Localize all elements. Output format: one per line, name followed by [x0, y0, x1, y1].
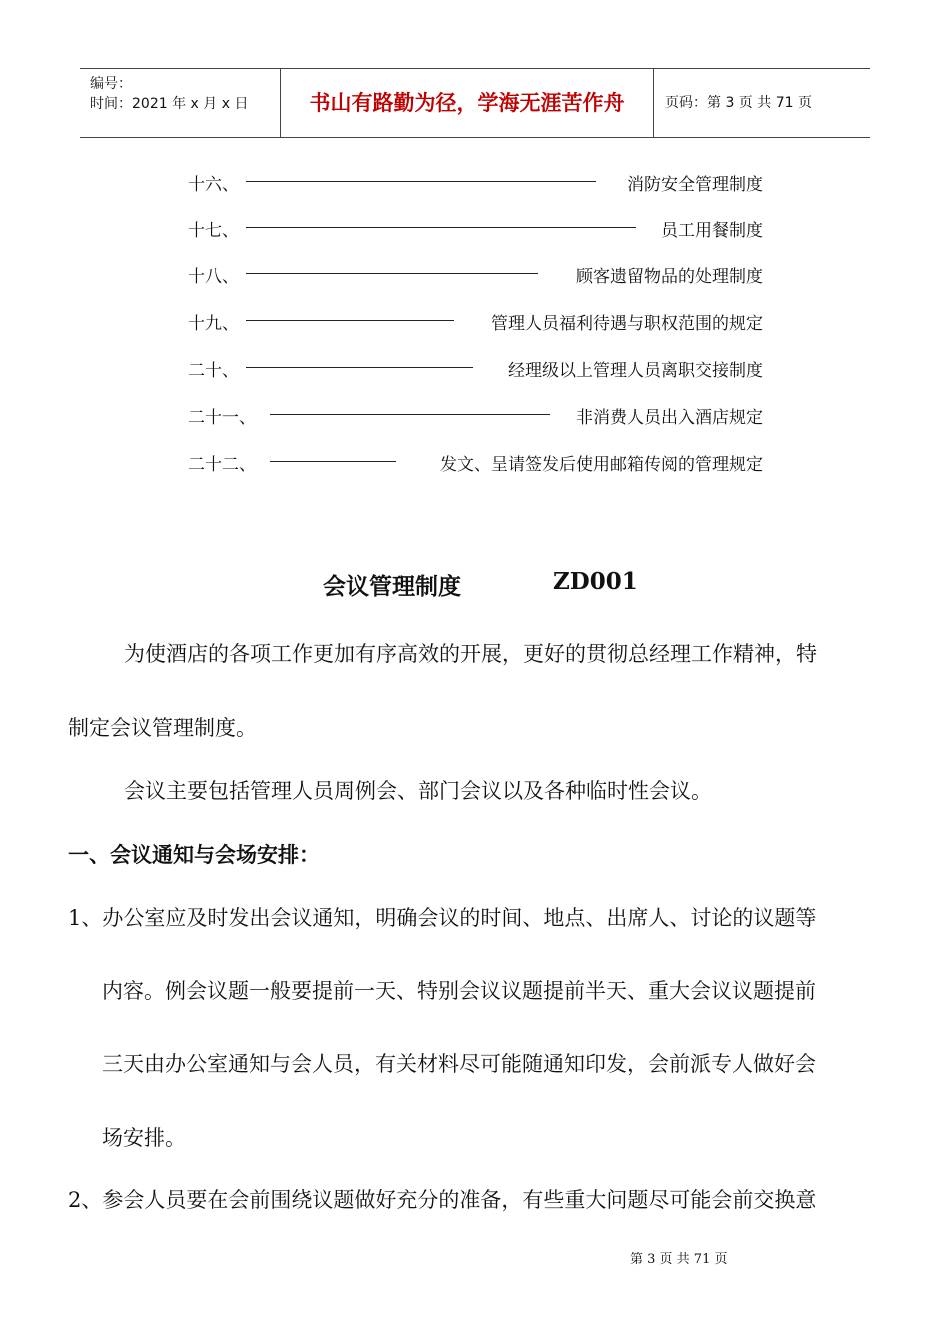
toc-entry	[188, 403, 763, 427]
list-item-line: 内容。例会议题一般要提前一天、特别会议议题提前半天、重大会议议题提前	[102, 979, 816, 1003]
toc-leader	[270, 461, 396, 462]
header-meta-cell	[80, 69, 281, 137]
toc-title: 非消费人员出入酒店规定	[576, 408, 763, 428]
paragraph-line: 制定会议管理制度。	[68, 716, 257, 740]
subsection-heading: 一、会议通知与会场安排：	[68, 842, 320, 867]
toc-leader	[246, 320, 454, 321]
toc-entry	[188, 262, 763, 286]
toc-title: 顾客遗留物品的处理制度	[576, 267, 763, 287]
toc-title: 发文、呈请签发后使用邮箱传阅的管理规定	[440, 455, 763, 475]
header-motto: 书山有路勤为径，学海无涯苦作舟	[281, 69, 654, 137]
section-title: 会议管理制度	[323, 573, 461, 600]
toc-entry	[188, 216, 763, 240]
list-item-line: 2、参会人员要在会前围绕议题做好充分的准备，有些重大问题尽可能会前交换意	[68, 1188, 817, 1212]
list-item-line: 场安排。	[102, 1126, 186, 1150]
header-page-info: 页码：第 3 页 共 71 页	[665, 95, 812, 111]
toc-number: 十七、	[188, 221, 239, 241]
paragraph-line: 为使酒店的各项工作更加有序高效的开展，更好的贯彻总经理工作精神，特	[124, 642, 817, 666]
toc-title: 员工用餐制度	[661, 221, 763, 241]
list-item-line: 三天由办公室通知与会人员，有关材料尽可能随通知印发，会前派专人做好会	[102, 1052, 816, 1076]
toc-entry	[188, 450, 763, 474]
toc-leader	[246, 273, 538, 274]
toc-number: 十六、	[188, 175, 239, 195]
toc-number: 二十一、	[188, 408, 256, 428]
toc-number: 十九、	[188, 314, 239, 334]
toc-entry	[188, 356, 763, 380]
toc-number: 十八、	[188, 267, 239, 287]
toc-number: 二十、	[188, 361, 239, 381]
toc-entry	[188, 170, 763, 194]
toc-title: 管理人员福利待遇与职权范围的规定	[491, 314, 763, 334]
toc-entry	[188, 309, 763, 333]
toc-title: 消防安全管理制度	[627, 175, 763, 195]
document-number-label: 编号：	[90, 76, 132, 92]
toc-leader	[246, 367, 473, 368]
document-time-label: 时间：2021 年 x 月 x 日	[90, 96, 249, 112]
toc-leader	[270, 414, 550, 415]
toc-number: 二十二、	[188, 455, 256, 475]
toc-leader	[246, 181, 596, 182]
page-header	[80, 68, 870, 138]
section-code: ZD001	[553, 568, 638, 595]
toc-leader	[246, 227, 636, 228]
list-item-line: 1、办公室应及时发出会议通知，明确会议的时间、地点、出席人、讨论的议题等	[68, 906, 817, 930]
toc-title: 经理级以上管理人员离职交接制度	[508, 361, 763, 381]
paragraph-line: 会议主要包括管理人员周例会、部门会议以及各种临时性会议。	[124, 779, 712, 803]
page-footer: 第 3 页 共 71 页	[630, 1252, 728, 1267]
